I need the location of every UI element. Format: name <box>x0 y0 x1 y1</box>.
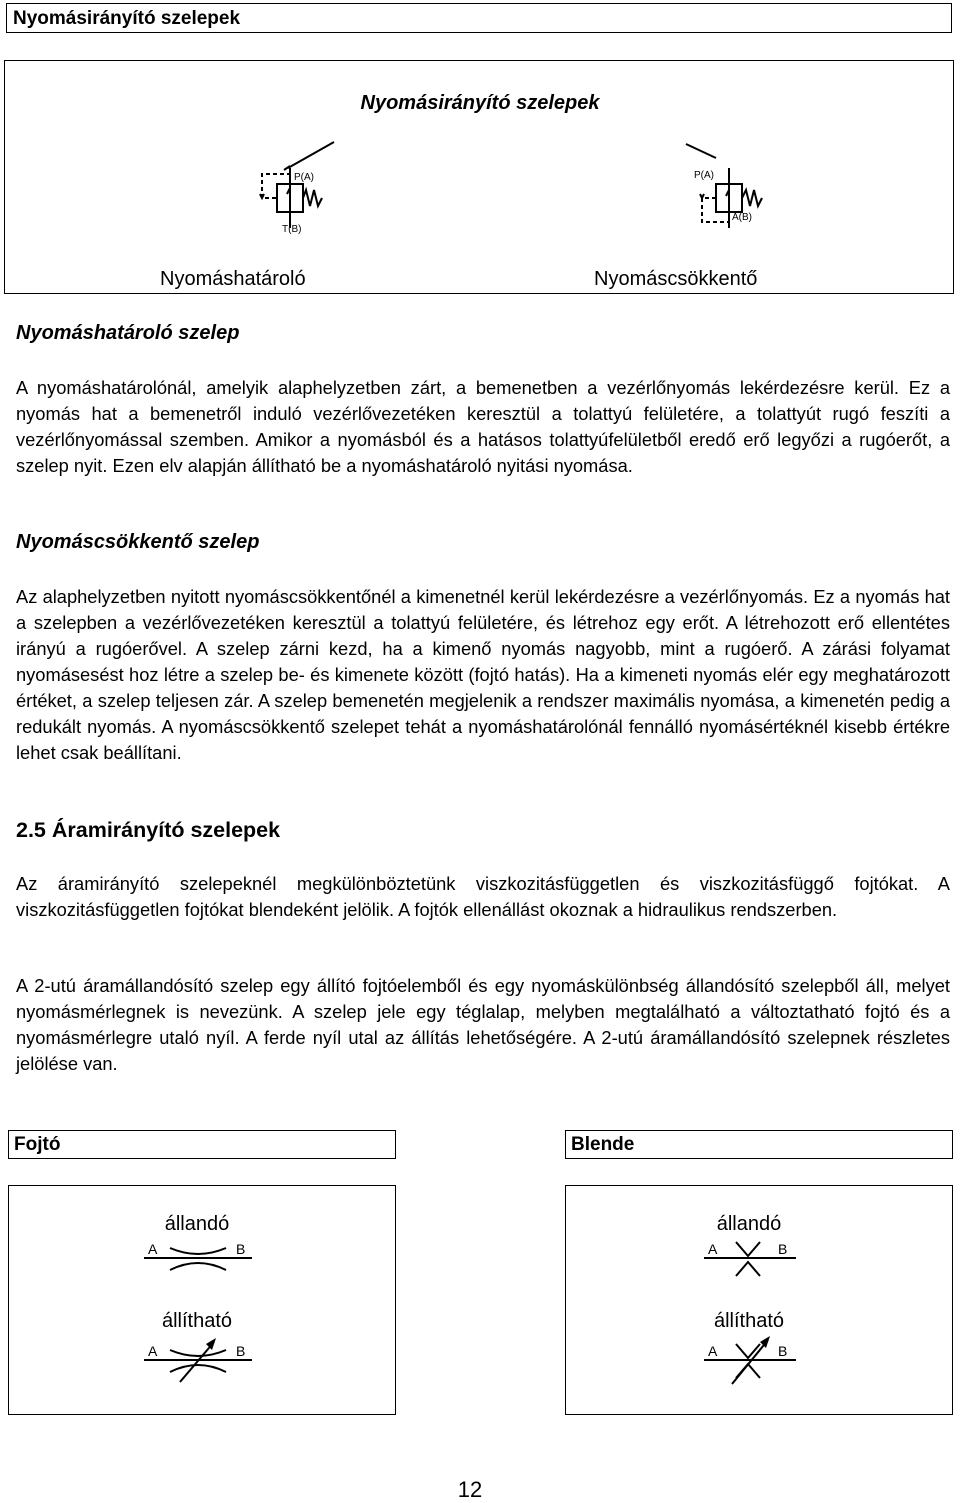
fojto-label-box <box>8 1130 396 1159</box>
blende-fixed-port-b: B <box>778 1241 788 1257</box>
fojto-fixed-port-b: B <box>236 1241 246 1257</box>
svg-text:P(A): P(A) <box>694 170 714 181</box>
blende-adjustable-symbol <box>700 1332 800 1388</box>
blende-adjustable-port-a: A <box>708 1343 718 1359</box>
blende-fixed-label: állandó <box>716 1213 782 1235</box>
page-number: 12 <box>457 1477 483 1502</box>
right-caption: Nyomáscsökkentő <box>594 268 758 290</box>
flow-paragraph-1 <box>16 871 950 923</box>
limiter-paragraph-text: A nyomáshatárolónál, amelyik alaphelyzetben zárt, a bemenetben a vezérlőnyomás lekérdezésre kerül. Ez a nyomás hat a bemenetről induló vezérlővezetéken keresztül a tolattyú felületére, a tolattyút rugó feszíti a vezérlőnyomással szemben. Amikor a nyomásból és a hatásos tolattyúfelületből eredő erő legyőzi a rugóerőt, a szelep nyit. Ezen elv alapján állítható be a nyomáshatároló nyitási nyomása. <box>16 377 950 476</box>
svg-text:P(A): P(A) <box>294 172 314 183</box>
blende-fixed-symbol <box>700 1236 800 1282</box>
limiter-heading: Nyomáshatároló szelep <box>16 322 240 344</box>
reducer-heading: Nyomáscsökkentő szelep <box>16 531 260 553</box>
fojto-adjustable-port-a: A <box>148 1343 158 1359</box>
page-header <box>6 3 952 33</box>
flow-paragraph-1-text: Az áramirányító szelepeknél megkülönböztetünk viszkozitásfüggetlen és viszkozitásfüggő fojtókat. A viszkozitásfüggetlen fojtókat blendeként jelölik. A fojtók ellenállást okoznak a hidraulikus rendszerben. <box>16 873 950 920</box>
fojto-label: Fojtó <box>14 1134 61 1155</box>
blende-adjustable-port-b: B <box>778 1343 788 1359</box>
flow-paragraph-2-text: A 2-utú áramállandósító szelep egy állító fojtóelemből és egy nyomáskülönbség állandósító szelepből áll, melyet nyomásmérlegnek is nevezünk. A szelep jele egy téglalap, melyben megtalálható a változtatható fojtó és a nyomásmérlegre utaló nyíl. A ferde nyíl utal az állítás lehetőségére. A 2-utú áramállandósító szelepnek részletes jelölése van. <box>16 975 950 1074</box>
flow-section-heading: 2.5 Áramirányító szelepek <box>16 818 281 842</box>
blende-label-box <box>565 1130 953 1159</box>
fojto-adjustable-label: állítható <box>161 1310 233 1332</box>
pressure-reducer-symbol <box>680 138 780 238</box>
pressure-limiter-symbol <box>232 138 344 238</box>
reducer-paragraph <box>16 584 950 766</box>
fojto-fixed-label: állandó <box>164 1213 230 1235</box>
blende-adjustable-label: állítható <box>713 1310 785 1332</box>
reducer-paragraph-text: Az alaphelyzetben nyitott nyomáscsökkentőnél a kimenetnél kerül lekérdezésre a vezérlőnyomás. Ez a nyomás hat a szelepben a vezérlővezetéken keresztül a tolattyú felületére, és létrehoz egy erőt. A létrehozott erő ellentétes irányú a rugóerővel. A szelep zárni kezd, ha a kimenő nyomás nagyobb, mint a rugóerő. A zárási folyamat nyomásesést hoz létre a szelep be- és kimenete között (fojtó hatás). Ha a kimeneti nyomás elér egy meghatározott értéket, a szelep teljesen zár. A szelep bemenetén megjelenik a rendszer maximális nyomása, a kimenetén pedig a redukált nyomás. A nyomáscsökkentő szelepet tehát a nyomáshatárolónál fennálló nyomásértéknél kisebb értékre lehet csak beállítani. <box>16 586 950 763</box>
fojto-adjustable-symbol <box>140 1332 256 1388</box>
left-caption: Nyomáshatároló <box>160 268 306 290</box>
flow-paragraph-2 <box>16 973 950 1077</box>
fojto-fixed-port-a: A <box>148 1241 158 1257</box>
page-header-title: Nyomásirányító szelepek <box>13 8 241 29</box>
blende-label: Blende <box>571 1134 635 1155</box>
limiter-paragraph <box>16 375 950 479</box>
svg-text:T(B): T(B) <box>282 224 302 235</box>
figure-title: Nyomásirányító szelepek <box>360 92 600 114</box>
fojto-fixed-symbol <box>140 1236 256 1282</box>
svg-text:A(B): A(B) <box>732 212 752 223</box>
blende-fixed-port-a: A <box>708 1241 718 1257</box>
fojto-adjustable-port-b: B <box>236 1343 246 1359</box>
